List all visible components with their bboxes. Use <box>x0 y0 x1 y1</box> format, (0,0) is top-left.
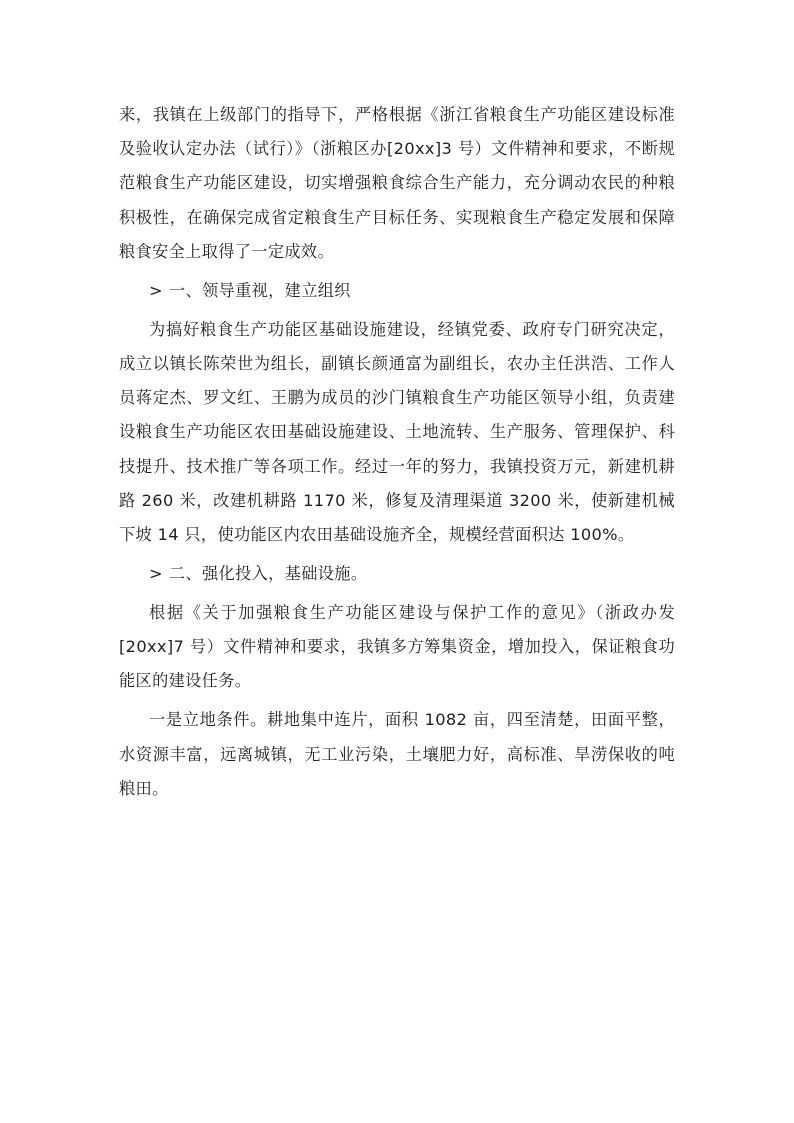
heading-arrow-mark: > <box>149 564 163 584</box>
section-2-heading-text: 二、强化投入，基础设施。 <box>168 564 368 584</box>
heading-arrow-mark: > <box>149 280 163 300</box>
section-2-heading <box>119 557 675 591</box>
section-2-item-1-paragraph: 一是立地条件。耕地集中连片，面积 1082 亩，四至清楚，田面平整，水资源丰富，远离城镇，无工业污染，土壤肥力好，高标准、旱涝保收的吨粮田。 <box>119 710 675 798</box>
intro-continuation-paragraph: 来，我镇在上级部门的指导下，严格根据《浙江省粮食生产功能区建设标准及验收认定办法（试行）》（浙粮区办[20xx]3 号）文件精神和要求，不断规范粮食生产功能区建设，切实增强粮食综合生产能力，充分调动农民的种粮积极性，在确保完成省定粮食生产目标任务、实现粮食生产稳定发展和保障粮食安全上取得了一定成效。 <box>119 105 675 261</box>
section-1-body-paragraph: 为搞好粮食生产功能区基础设施建设，经镇党委、政府专门研究决定，成立以镇长陈荣世为组长，副镇长颜通富为副组长，农办主任洪浩、工作人员蒋定杰、罗文红、王鹏为成员的沙门镇粮食生产功能区领导小组，负责建设粮食生产功能区农田基础设施建设、土地流转、生产服务、管理保护、科技提升、技术推广等各项工作。经过一年的努力，我镇投资万元，新建机耕路 260 米，改建机耕路 1170 米，修复及清理渠道 3200 米，使新建机械下坡 14 只，使功能区内农田基础设施齐全，规模经营面积达 100%。 <box>119 319 675 545</box>
section-1-heading <box>119 274 675 308</box>
section-1-heading-text: 一、领导重视，建立组织 <box>168 280 351 300</box>
document-page <box>119 98 675 806</box>
section-2-body-paragraph: 根据《关于加强粮食生产功能区建设与保护工作的意见》（浙政办发[20xx]7 号）文件精神和要求，我镇多方筹集资金，增加投入，保证粮食功能区的建设任务。 <box>119 603 675 691</box>
